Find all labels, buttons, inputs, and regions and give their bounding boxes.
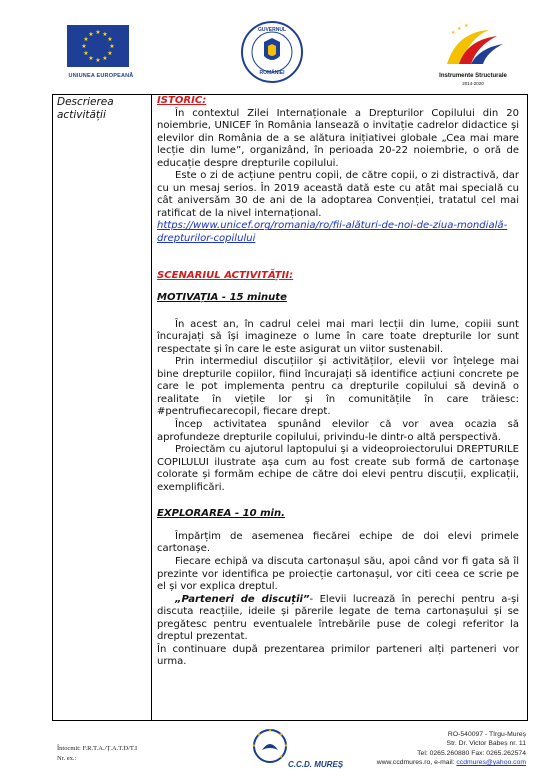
motivatia-paragraph-1: În acest an, în cadrul celei mai mari lecții din lume, copiii sunt încurajați să își imagineze o lume în care toate drepturile lor sunt respectate și în care le este asigurat un viitor sustenabil. (157, 318, 519, 355)
label-line-1: Descrierea (57, 96, 114, 108)
footer-copies: Nr. ex.: (57, 755, 77, 762)
svg-text:★: ★ (278, 754, 284, 760)
svg-text:★: ★ (278, 732, 284, 738)
structural-instruments-years: 2014-2020 (462, 81, 484, 86)
footer-prepared-by: Întocmit: F.R.T.A./Ț.A.T.D/T.I (57, 745, 138, 752)
activity-description-label (57, 96, 149, 121)
svg-text:★: ★ (109, 43, 115, 50)
svg-text:★: ★ (107, 50, 113, 57)
structural-instruments-label: Instrumente Structurale (439, 73, 507, 79)
istoric-paragraph-2: Este o zi de acțiune pentru copii, de către copii, o zi distractivă, dar cu un mesaj serios. În 2019 această dată este cu atât mai specială cu cât aniversăm 30 de ani de la adoptarea Convenției, tratatul cel mai ratificat de la nivel internațional. (157, 170, 519, 219)
svg-text:★: ★ (88, 55, 94, 62)
explorarea-paragraph-3 (157, 594, 519, 644)
svg-text:★: ★ (102, 31, 108, 38)
ccd-label: C.C.D. MUREȘ (288, 760, 344, 769)
svg-text:★: ★ (256, 732, 262, 738)
explorarea-paragraph-1: Împărțim de asemenea fiecărei echipe de doi elevi primele cartonașe. (157, 530, 519, 555)
footer-email-link[interactable]: ccdmures@yahoo.com (456, 759, 526, 767)
eu-stars-icon (67, 25, 129, 67)
svg-text:★: ★ (95, 29, 101, 36)
svg-text:★: ★ (88, 31, 94, 38)
svg-text:★: ★ (83, 36, 89, 43)
explorarea-paragraph-3-text: - Elevii lucrează în perechi pentru a-și discuta reacțiile, ideile și părerile legate de tema cartonașului și se pregătesc pentru eventualele întrebările puse de colegi referitor la dreptul prezentat. (157, 593, 519, 643)
explorarea-paragraph-2: Fiecare echipă va discuta cartonașul său, apoi când vor fi gata să îl prezinte vor identifica pe proiecție cartonașul, vor citi ceea ce scrie pe el și vor explica dreptul. (157, 555, 519, 593)
svg-text:★: ★ (95, 57, 101, 64)
motivatia-paragraph-2: Prin intermediul discuțiilor și activităților, elevii vor înțelege mai bine drepturile copiilor, fiind încurajați să identifice acțiuni concrete pe care le pot implementa pentru ca drepturile copilului să devină o realitate în viețile lor și în comunitățile în care trăiesc: #pentrufiecarecopil, fiecare drept. (157, 356, 519, 418)
footer-website: www.ccdmures.ro, e-mail: (376, 759, 457, 767)
svg-text:★: ★ (451, 30, 456, 36)
gov-text-bottom: ROMÂNIEI (259, 70, 285, 76)
footer-web-email (350, 758, 526, 767)
svg-text:★: ★ (83, 50, 89, 57)
footer-address-street: Str. Dr. Victor Babeș nr. 11 (446, 740, 526, 748)
svg-text:★: ★ (102, 55, 108, 62)
scenariu-heading: SCENARIUL ACTIVITĂȚII: (157, 269, 294, 281)
eu-label: UNIUNEA EUROPEANĂ (68, 73, 134, 79)
motivatia-paragraph-4: Proiectăm cu ajutorul laptopului și a videoproiectorului DREPTURILE COPILULUI ilustrate așa cum au fost create sub formă de cartonașe colorate și formăm echipe de către doi elevi pentru discuții, explicații, exemplificări. (157, 444, 519, 493)
footer-address-postal: RO-540097 - Tîrgu-Mureș (447, 731, 526, 738)
eu-flag-logo (67, 25, 129, 67)
svg-text:★: ★ (81, 43, 87, 50)
footer-contact (350, 730, 526, 768)
explorarea-heading: EXPLORAREA - 10 min. (157, 508, 285, 520)
svg-text:★: ★ (464, 23, 469, 29)
istoric-paragraph-1: În contextul Zilei Internaționale a Drepturilor Copilului din 20 noiembrie, UNICEF în România lansează o invitație cadrelor didactice și elevilor din România de a se alătura inițiativei globale „Cea mai mare lecție din lume”, organizând, în perioada 20-22 noiembrie, o oră de educație despre drepturile copilului. (157, 107, 519, 169)
footer-left (57, 744, 137, 764)
svg-text:★: ★ (267, 728, 273, 734)
structural-instruments-icon (437, 22, 509, 76)
svg-text:★: ★ (283, 743, 289, 749)
footer-phone-fax: Tel: 0265.260880 Fax: 0265.262574 (417, 749, 526, 757)
table-column-divider (151, 94, 152, 721)
gov-text-top: GUVERNUL (257, 27, 287, 33)
svg-text:★: ★ (107, 36, 113, 43)
parteneri-label: „Parteneri de discuții” (175, 593, 310, 605)
motivatia-heading: MOTIVAȚIA - 15 minute (157, 292, 287, 304)
svg-text:★: ★ (457, 26, 462, 32)
istoric-heading: ISTORIC: (157, 95, 207, 106)
explorarea-paragraph-4: În continuare după prezentarea primilor parteneri alți parteneri vor urma. (157, 643, 519, 668)
label-line-2: activității (57, 108, 106, 121)
unicef-link[interactable]: https://www.unicef.org/romania/ro/fii-alături-de-noi-de-ziua-mondială-drepturilor-copilului (157, 220, 508, 245)
romanian-government-logo (240, 20, 304, 84)
svg-text:★: ★ (251, 743, 257, 749)
activity-description-content (157, 95, 519, 669)
structural-instruments-logo (437, 22, 509, 76)
motivatia-paragraph-3: Încep activitatea spunând elevilor că vor avea ocazia să aprofundeze drepturile copilului, privindu-le dintr-o altă perspectivă. (157, 419, 519, 443)
